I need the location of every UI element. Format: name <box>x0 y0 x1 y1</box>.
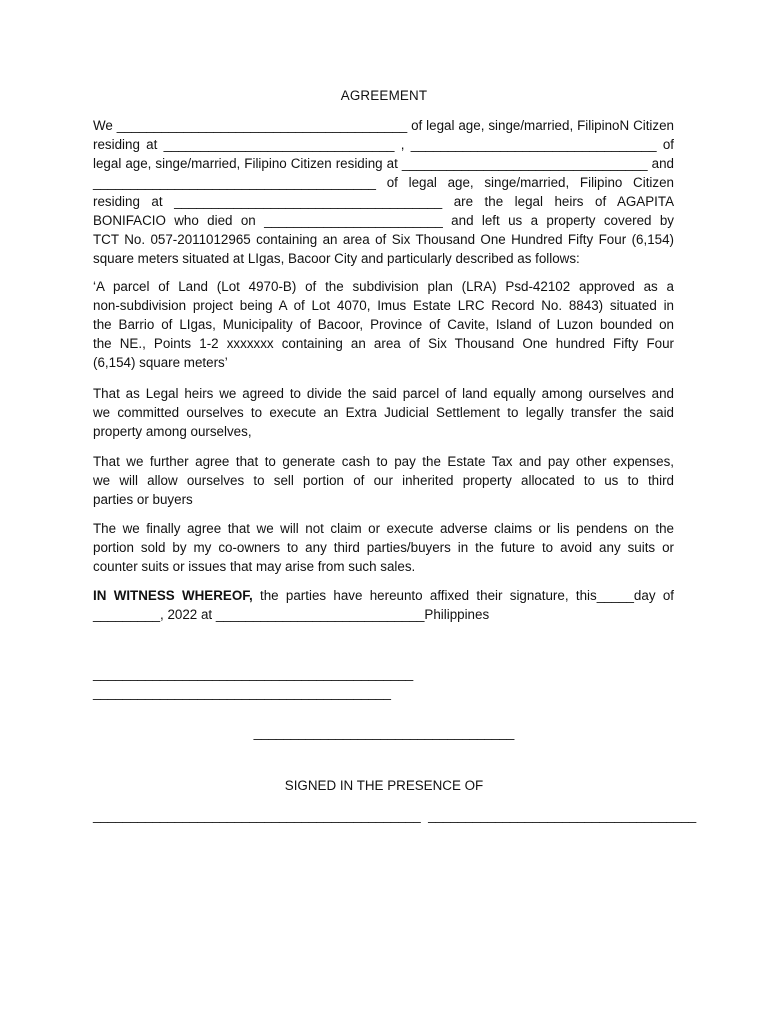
description-line-1: ‘A parcel of Land (Lot 4970-B) of the subdivision plan (LRA) Psd-42102 approved as a <box>93 279 674 294</box>
intro-line-3: legal age, singe/married, Filipino Citizen residing at _________________________________ and <box>93 156 674 171</box>
intro-line-7: TCT No. 057-2011012965 containing an area of Six Thousand One Hundred Fifty Four (6,154) <box>93 232 674 247</box>
heirs-line-1: That as Legal heirs we agreed to divide the said parcel of land equally among ourselves and <box>93 386 674 401</box>
claims-line-2: portion sold by my co-owners to any third parties/buyers in the future to avoid any suits or <box>93 540 674 555</box>
witness-line-1 <box>93 586 674 605</box>
intro-line-2: residing at _______________________________ , _________________________________ of <box>93 137 674 152</box>
cash-line-1: That we further agree that to generate cash to pay the Estate Tax and pay other expenses, <box>93 454 674 469</box>
claims-line-1: The we finally agree that we will not claim or execute adverse claims or lis pendens on the <box>93 521 674 536</box>
signature-line-center: ___________________________________ <box>253 725 515 740</box>
intro-line-6: BONIFACIO who died on ________________________ and left us a property covered by <box>93 213 674 228</box>
witness-signature-lines: ____________________________________________ ____________________________________ <box>93 808 697 823</box>
heirs-line-3: property among ourselves, <box>93 424 252 439</box>
heirs-line-2: we committed ourselves to execute an Extra Judicial Settlement to legally transfer the said <box>93 405 674 420</box>
witness-line-2: _________, 2022 at ____________________________Philippines <box>93 607 490 622</box>
signed-in-presence-label: SIGNED IN THE PRESENCE OF <box>284 778 484 793</box>
description-line-5: (6,154) square meters’ <box>93 355 228 370</box>
signature-lines-row-1: ___________________________________________ ________________________________________ <box>93 666 414 700</box>
claims-line-3: counter suits or issues that may arise from such sales. <box>93 559 416 574</box>
cash-line-2: we will allow ourselves to sell portion of our inherited property allocated to us to third <box>93 473 674 488</box>
intro-line-4: ______________________________________ of legal age, singe/married, Filipino Citizen <box>93 175 674 190</box>
description-line-3: the Barrio of LIgas, Municipality of Bacoor, Province of Cavite, Island of Luzon bounded on <box>93 317 674 332</box>
document-title: AGREEMENT <box>340 88 428 103</box>
cash-line-3: parties or buyers <box>93 492 193 507</box>
description-line-4: the NE., Points 1-2 xxxxxxx containing an area of Six Thousand One hundred Fifty Four <box>93 336 674 351</box>
description-line-2: non-subdivision project being A of Lot 4070, Imus Estate LRC Record No. 8843) situated in <box>93 298 674 313</box>
intro-line-1: We _______________________________________ of legal age, singe/married, FilipinoN Citizen <box>93 118 674 133</box>
intro-line-8: square meters situated at LIgas, Bacoor City and particularly described as follows: <box>93 251 580 266</box>
intro-line-5: residing at ____________________________________ are the legal heirs of AGAPITA <box>93 194 674 209</box>
witness-text: the parties have hereunto affixed their signature, this_____day of <box>252 588 674 603</box>
witness-heading: IN WITNESS WHEREOF, <box>93 588 253 603</box>
